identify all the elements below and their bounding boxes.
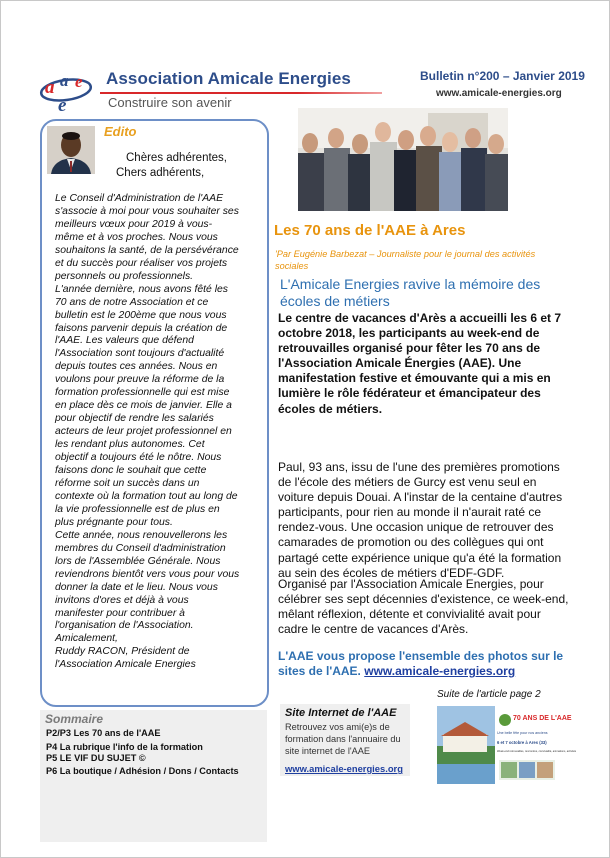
edito-line: souhaitons la santé, de la persévérance: [55, 244, 239, 256]
edito-line: donner la date et le lieu. Nous vous: [55, 581, 218, 593]
edito-line: plus prégnante pour tous.: [55, 516, 173, 528]
edito-line: en place dès ce mois de janvier. Elle a: [55, 400, 232, 412]
edito-line: l'AAE. Les valeurs que défend: [55, 335, 194, 347]
thumbnail-line-3: Week-end retrouvailles, rencontres, convivialité, animations, activités: [497, 750, 577, 753]
article-subtitle: L'Amicale Energies ravive la mémoire des écoles de métiers: [280, 276, 541, 309]
tagline: Construire son avenir: [108, 95, 232, 110]
continued-note: Suite de l'article page 2: [437, 689, 541, 700]
sommaire-item[interactable]: P6 La boutique / Adhésion / Dons / Contacts: [46, 766, 239, 776]
site-internet-title: Site Internet de l'AAE: [285, 707, 397, 719]
edito-line: faisons donc le souhait que cette: [55, 465, 207, 477]
site-internet-text: Retrouvez vos ami(e)s de formation dans l'annuaire du site internet de l'AAE: [285, 722, 401, 756]
aae-logo: [38, 66, 98, 116]
edito-line: L'année dernière, nous avons fêté les: [55, 283, 228, 295]
article-lead: Le centre de vacances d'Arès a accueilli les 6 et 7 octobre 2018, les participants au week-end de retrouvailles organisé pour fêter les 70 ans de l'Association Amicale Énergies (AAE). Une manifestation festive et émouvante qui a mis en lumière le rôle fédérateur et émancipateur des écoles de métiers.: [278, 311, 562, 416]
edito-title: Edito: [104, 124, 137, 139]
group-photo: [298, 108, 508, 211]
thumbnail-title: 70 ANS DE L'AAE: [513, 715, 572, 722]
edito-line: depuis toutes ces années. Nous en: [55, 361, 218, 373]
svg-text:a: a: [45, 77, 55, 98]
svg-text:e: e: [58, 95, 67, 116]
photos-link[interactable]: www.amicale-energies.org: [364, 664, 516, 679]
president-photo: [47, 126, 95, 174]
edito-line: bulletin est le 200ème que nous vous: [55, 309, 227, 321]
photos-note-text: L'AAE vous propose l'ensemble des photos sur le sites de l'AAE.: [278, 649, 564, 679]
header-website-link[interactable]: www.amicale-energies.org: [436, 88, 562, 99]
edito-line: objectif a toujours été le nôtre. Nous: [55, 452, 222, 464]
event-thumbnail[interactable]: [437, 706, 577, 784]
edito-line: membres du Conseil d'administration: [55, 542, 226, 554]
greeting-line-2: Chers adhérents,: [116, 167, 205, 179]
edito-text: [55, 193, 260, 672]
thumbnail-line-2: 6 et 7 octobre à Ares (33): [497, 740, 547, 745]
bulletin-number: Bulletin n°200 – Janvier 2019: [420, 69, 585, 83]
article-paragraph-2: Organisé par l'Association Amicale Energies, pour célébrer ses sept décennies d'existence, ce week-end, mêlant réflexion, détente et convivialité avait pour cadre le centre de vacances d'Arès.: [278, 577, 569, 637]
thumbnail-line-1: Une belle fête pour nos anciens: [497, 731, 548, 735]
edito-line: l'organisation de l'Association.: [55, 620, 194, 632]
header-divider: [100, 92, 382, 94]
article-title: Les 70 ans de l'AAE à Ares: [274, 222, 466, 239]
edito-line: manifester pour contribuer à: [55, 607, 185, 619]
sommaire-title: Sommaire: [45, 712, 104, 726]
edito-line: contexte où la formation tout au long de: [55, 490, 238, 502]
article-paragraph-1: Paul, 93 ans, issu de l'une des premières promotions de l'école des métiers de Gurcy est venu seul en voiture depuis Douai. A l'instar de la centaine d'autres participants, pour rien au monde il n'aurait raté ce rendez-vous. Une occasion unique de retrouver des camarades de promotion ou des collègues qui ont partagé cette expérience unique qu'a été la formation au sein des écoles de métiers d'EDF-GDF.: [278, 460, 563, 580]
organization-name: Association Amicale Energies: [106, 69, 351, 88]
edito-line: formation professionnelle qui est mise: [55, 387, 230, 399]
edito-line: l'Association Amicale Energies: [55, 659, 196, 671]
edito-line: s'associe à moi pour vous souhaiter ses: [55, 205, 239, 217]
sommaire-item[interactable]: P4 La rubrique l'info de la formation: [46, 742, 203, 752]
edito-line: acteurs de leur projet professionnel en: [55, 426, 232, 438]
edito-line: et du succès pour réaliser vos projets: [55, 257, 228, 269]
article-byline: 'Par Eugénie Barbezat – Journaliste pour le journal des activités sociales: [275, 249, 536, 271]
edito-line: Cette année, nous renouvellerons les: [55, 529, 228, 541]
greeting-line-1: Chères adhérentes,: [126, 152, 228, 164]
edito-line: personnels ou professionnels.: [55, 270, 194, 282]
edito-line: l'Association sont toujours d'actualité: [55, 348, 225, 360]
photos-note: [278, 649, 570, 679]
svg-text:a: a: [60, 71, 69, 90]
site-internet-link[interactable]: www.amicale-energies.org: [285, 763, 403, 774]
edito-line: Amicalement,: [55, 633, 118, 645]
edito-line: Ruddy RACON, Président de: [55, 646, 190, 658]
edito-line: faisons parvenir depuis la création de: [55, 322, 228, 334]
edito-line: 70 ans de notre Association et ce: [55, 296, 209, 308]
edito-line: reviendrons bientôt vers vous pour vous: [55, 568, 240, 580]
edito-line: voulons pour preuve la réforme de la: [55, 374, 225, 386]
edito-line: les rendant plus autonomes. Cet: [55, 439, 205, 451]
edito-line: meilleurs vœux pour 2019 à vous-: [55, 218, 213, 230]
edito-line: réforme soit un succès dans un: [55, 477, 200, 489]
edito-line: invitons d'ores et déjà à vous: [55, 594, 189, 606]
edito-line: lors de l'Assemblée Générale. Nous: [55, 555, 221, 567]
edito-line: la vie professionnelle est de plus en: [55, 503, 220, 515]
svg-text:e: e: [75, 72, 83, 91]
sommaire-item[interactable]: P2/P3 Les 70 ans de l'AAE: [46, 728, 161, 738]
edito-line: même et à vos proches. Nous vous: [55, 231, 218, 243]
edito-line: pour objectif de rendre les salariés: [55, 413, 214, 425]
sommaire-item[interactable]: P5 LE VIF DU SUJET ©: [46, 753, 146, 763]
edito-line: Le Conseil d'Administration de l'AAE: [55, 193, 223, 204]
